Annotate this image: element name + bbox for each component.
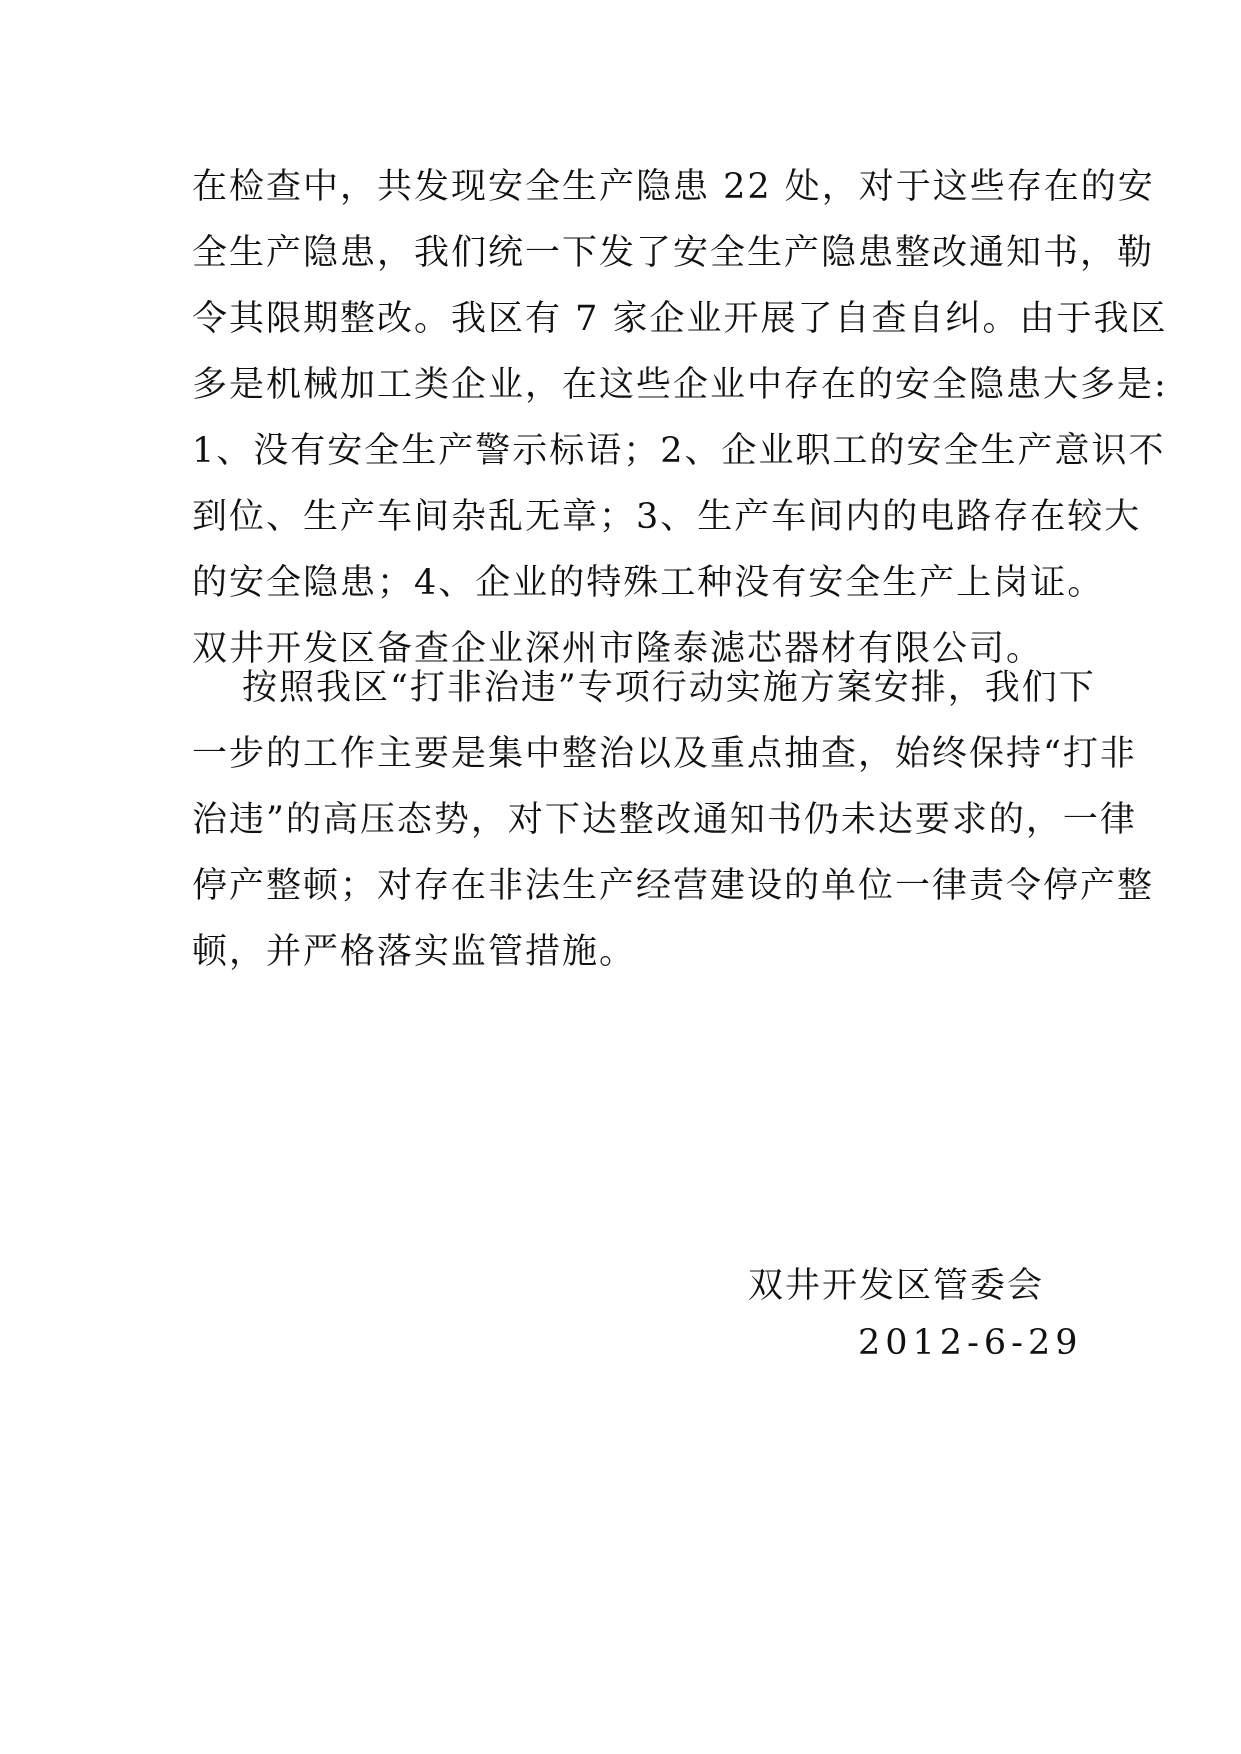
paragraph-line: 在检查中，共发现安全生产隐患 22 处，对于这些存在的安 xyxy=(192,167,1155,207)
paragraph-next-steps xyxy=(192,655,1155,985)
paragraph-line: 1、没有安全生产警示标语；2、企业职工的安全生产意识不 xyxy=(192,431,1166,471)
signature-date: 2012-6-29 xyxy=(858,1323,1083,1363)
paragraph-line: 多是机械加工类企业，在这些企业中存在的安全隐患大多是: xyxy=(192,365,1168,405)
paragraph-line: 令其限期整改。我区有 7 家企业开展了自查自纠。由于我区 xyxy=(192,299,1168,339)
paragraph-line: 到位、生产车间杂乱无章；3、生产车间内的电路存在较大 xyxy=(192,497,1142,537)
paragraph-inspection-findings xyxy=(192,154,1168,682)
paragraph-line: 的安全隐患；4、企业的特殊工种没有安全生产上岗证。 xyxy=(192,563,1105,603)
signature-organization: 双井开发区管委会 xyxy=(748,1266,1045,1306)
paragraph-line: 顿，并严格落实监管措施。 xyxy=(192,932,637,972)
paragraph-line: 一步的工作主要是集中整治以及重点抽查，始终保持“打非 xyxy=(192,734,1137,774)
paragraph-line: 按照我区“打非治违”专项行动实施方案安排，我们下 xyxy=(242,668,1096,708)
paragraph-line: 停产整顿；对存在非法生产经营建设的单位一律责令停产整 xyxy=(192,866,1155,906)
paragraph-line: 全生产隐患，我们统一下发了安全生产隐患整改通知书，勒 xyxy=(192,233,1155,273)
paragraph-line: 双井开发区备查企业深州市隆泰滤芯器材有限公司。 xyxy=(192,629,1044,669)
paragraph-line: 治违”的高压态势，对下达整改通知书仍未达要求的，一律 xyxy=(192,800,1137,840)
